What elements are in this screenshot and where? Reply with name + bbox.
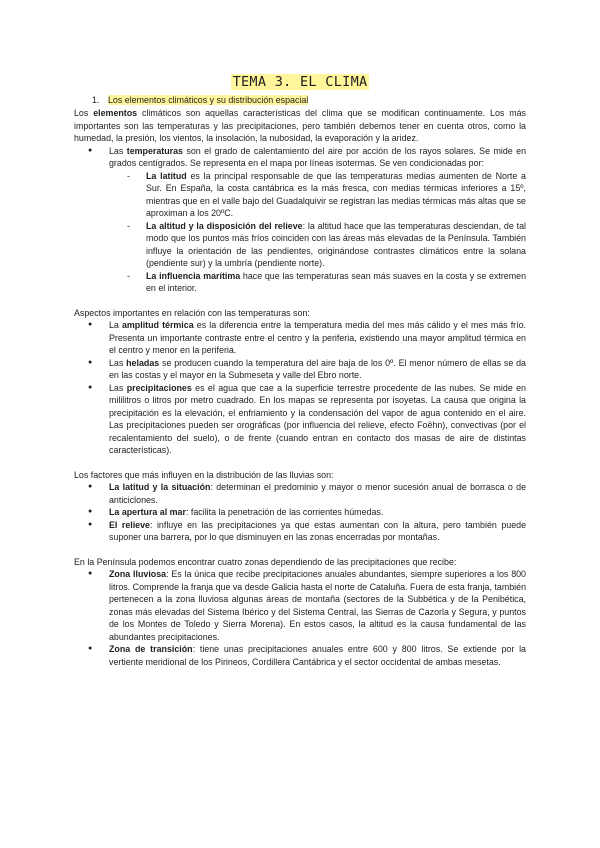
intro-pre: Los	[74, 108, 94, 118]
factor-apertura-mar	[74, 506, 526, 519]
item-text: es la diferencia entre la temperatura media del mes más cálido y el mes más frío. Presenta un importante contraste entre el centro y la periferia, existiendo una mayor amplitud térmica en el centro y menor en la periferia.	[109, 320, 526, 355]
temp-pre: Las	[109, 145, 127, 156]
item-text: : Es la única que recibe precipitaciones anuales abundantes, siempre superiores a los 800 litros. Comprende la franja que va desde Galicia hasta el norte de Cataluña. Fuera de esta franja, también pertenecen a la zona lluviosa algunas áreas de montaña (sectores de la Subbética y de la Penibética, zonas más elevadas del Sistema Ibérico y del Sistema Central, las Sierras de Cazorla y Segura, y puntos de los Montes de Toledo y Sierra Morena). En estos casos, la altitud es la causa fundamental de las abundantes precipitaciones.	[109, 569, 526, 642]
item-bold: El relieve	[109, 519, 150, 530]
factor-text: hace que las temperaturas sean más suaves en la costa y se extremen en el interior.	[146, 270, 527, 293]
aspecto-precipitaciones	[74, 382, 526, 457]
item-text: : determinan el predominio y mayor o menor sucesión anual de borrasca o de anticiclones.	[109, 482, 527, 505]
temperaturas-item	[74, 145, 526, 170]
aspecto-amplitud	[74, 319, 526, 357]
factores-heading: Los factores que más influyen en la distribución de las lluvias son:	[74, 469, 334, 480]
factor-latitud	[74, 170, 526, 220]
item-text: : facilita la penetración de las corrientes húmedas.	[185, 507, 384, 517]
item-text: es el agua que cae a la superficie terrestre procedente de las nubes. Se mide en mililitros o litros por metro cuadrado. En los mapas se representa por isoyetas. La causa que origina la precipitación es la elevación, el enfriamiento y la condensación del vapor de agua contenido en el aire. Las precipitaciones pueden ser orográficas (por influencia del relieve, efecto Foëhn), convectivas (por el recalentamiento del suelo), o de frente (cuando entran en contacto dos masas de aire de distintas características).	[109, 382, 526, 455]
factor-text: es la principal responsable de que las temperaturas medias aumenten de Norte a Sur. En España, la costa cantábrica es la más fresca, con medias térmicas inferiores a 15º, mientras que en el valle bajo del Guadalquivir se registran las medias térmicas más altas que se aproximan a los 20ºC.	[146, 170, 526, 218]
item-bold: Zona de transición	[109, 644, 193, 654]
factor-bold: La influencia marítima	[146, 270, 241, 281]
zonas-heading: En la Península podemos encontrar cuatro zonas dependiendo de las precipitaciones que recibe:	[74, 556, 457, 567]
section-number: 1.	[92, 95, 100, 105]
intro-bold: elementos	[93, 108, 138, 118]
aspectos-heading: Aspectos importantes en relación con las temperaturas son:	[74, 307, 310, 318]
zonas-list	[74, 568, 526, 668]
factores-list	[74, 481, 526, 544]
document-page	[74, 74, 526, 668]
temperatura-factors-list	[74, 170, 526, 295]
item-text: : influye en las precipitaciones ya que estas aumentan con la altura, pero también puede suponer una barrera, por lo que disminuyen en las zonas encerradas por montañas.	[109, 519, 526, 542]
aspectos-list	[74, 319, 526, 457]
page-title	[74, 74, 526, 91]
factor-text: : la altitud hace que las temperaturas desciendan, de tal modo que los puntos más fríos coinciden con las áreas más elevadas de la Península. También influye la orientación de las pendientes, originándose contrastes climáticos entre la solana (pendiente sur) y la umbría (pendiente norte).	[146, 220, 526, 268]
item-bold: Zona lluviosa	[109, 569, 167, 579]
item-bold: amplitud térmica	[121, 320, 194, 330]
factor-relieve	[74, 519, 526, 544]
section-heading	[92, 94, 526, 106]
factor-altitud	[74, 220, 526, 270]
factor-bold: La altitud y la disposición del relieve	[146, 220, 303, 231]
spacer	[74, 457, 526, 469]
intro-post: climáticos son aquellas características del clima que se modifican continuamente. Los más importantes son las temperaturas y las precipitaciones, pero también debemos tener en cuenta otros, como la humedad, la presión, los vientos, la insolación, la nubosidad, la evaporación y la aridez.	[74, 108, 526, 143]
title-highlight: TEMA 3. EL CLIMA	[232, 74, 368, 90]
item-pre: La	[109, 320, 122, 330]
factor-maritima	[74, 270, 526, 295]
item-bold: La latitud y la situación	[109, 482, 211, 492]
item-text: se producen cuando la temperatura del aire baja de los 0º. El menor número de ellas se da en las costas y el mayor en la Submeseta y valle del Ebro norte.	[109, 357, 526, 380]
zona-transicion	[74, 643, 526, 668]
item-bold: precipitaciones	[126, 382, 192, 393]
spacer	[74, 544, 526, 556]
item-bold: La apertura al mar	[109, 507, 186, 517]
temp-bold: temperaturas	[126, 145, 183, 156]
item-pre: Las	[109, 382, 127, 393]
zona-lluviosa	[74, 568, 526, 643]
intro-paragraph	[74, 107, 526, 145]
factor-latitud-situacion	[74, 481, 526, 506]
temperaturas-list	[74, 145, 526, 170]
item-bold: heladas	[126, 357, 160, 368]
aspecto-heladas	[74, 357, 526, 382]
item-pre: Las	[109, 357, 127, 368]
item-text: : tiene unas precipitaciones anuales entre 600 y 800 litros. Se extiende por la vertiente meridional de los Pirineos, Cordillera Cantábrica y el sector occidental de ambas mesetas.	[109, 644, 526, 667]
factor-bold: La latitud	[146, 170, 187, 181]
spacer	[74, 295, 526, 307]
temp-post: son el grado de calentamiento del aire por acción de los rayos solares. Se mide en grados centígrados. Se representa en el mapa por líneas isotermas. Se ven condicionadas por:	[109, 145, 527, 168]
section-title: Los elementos climáticos y su distribución espacial	[108, 95, 309, 105]
